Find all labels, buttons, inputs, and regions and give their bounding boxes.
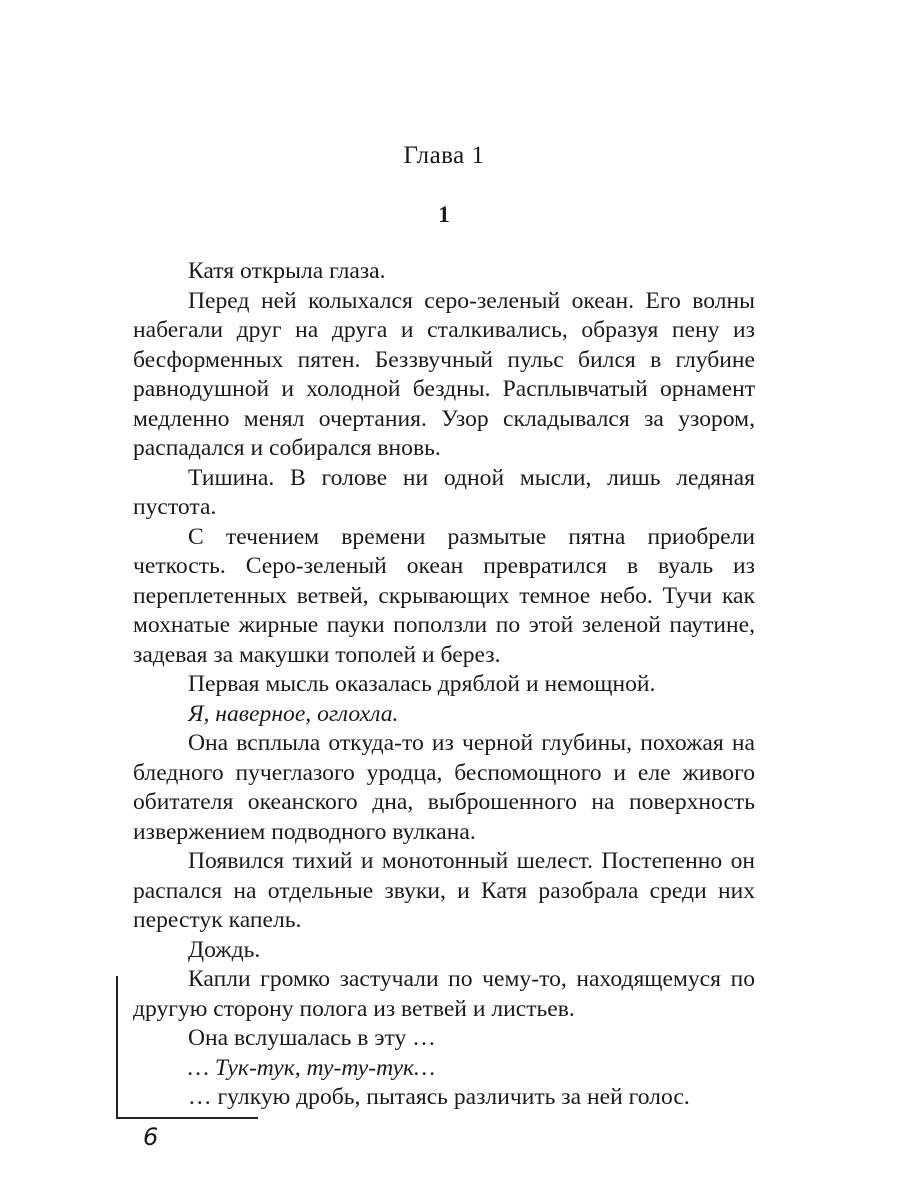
paragraph: Катя открыла глаза. bbox=[188, 258, 386, 284]
paragraph-italic: … Тук-тук, ту-ту-тук… bbox=[188, 1054, 436, 1081]
paragraph: Первая мысль оказалась дряблой и немощной. bbox=[188, 671, 656, 697]
paragraph: Капли громко застучали по чему-то, находящемуся по другую сторону полога из ветвей и листьев. bbox=[133, 966, 755, 1022]
page-number: 6 bbox=[143, 1123, 159, 1151]
paragraph-italic: Я, наверное, оглохла. bbox=[188, 700, 399, 727]
paragraph: Появился тихий и монотонный шелест. Постепенно он распался на отдельные звуки, и Катя разобрала среди них перестук капель. bbox=[133, 848, 755, 933]
paragraph: Дождь. bbox=[188, 936, 261, 963]
chapter-title: Глава 1 bbox=[403, 142, 485, 169]
page-corner-rule-horizontal bbox=[116, 1117, 258, 1119]
page-corner-rule-vertical bbox=[116, 976, 118, 1119]
body-text bbox=[133, 257, 755, 1113]
section-number: 1 bbox=[438, 202, 450, 227]
paragraph: Тишина. В голове ни одной мысли, лишь ледяная пустота. bbox=[133, 464, 755, 520]
paragraph: С течением времени размытые пятна приобрели четкость. Серо-зеленый океан превратился в вуаль из переплетенных ветвей, скрывающих темное небо. Тучи как мохнатые жирные пауки поползли по этой зеленой паутине, задевая за макушки тополей и берез. bbox=[133, 523, 755, 668]
paragraph: Она вслушалась в эту … bbox=[188, 1025, 436, 1051]
paragraph: Перед ней колыхался серо-зеленый океан. Его волны набегали друг на друга и сталкивались, образуя пену из бесформенных пятен. Беззвучный пульс бился в глубине равнодушной и холодной бездны. Расплывчатый орнамент медленно менял очертания. Узор складывался за узором, распадался и собирался вновь. bbox=[133, 287, 755, 461]
paragraph: Она всплыла откуда-то из черной глубины, похожая на бледного пучеглазого уродца, беспомощного и еле живого обитателя океанского дна, выброшенного на поверхность извержением подводного вулкана. bbox=[133, 730, 755, 845]
paragraph: … гулкую дробь, пытаясь различить за ней голос. bbox=[188, 1084, 690, 1110]
